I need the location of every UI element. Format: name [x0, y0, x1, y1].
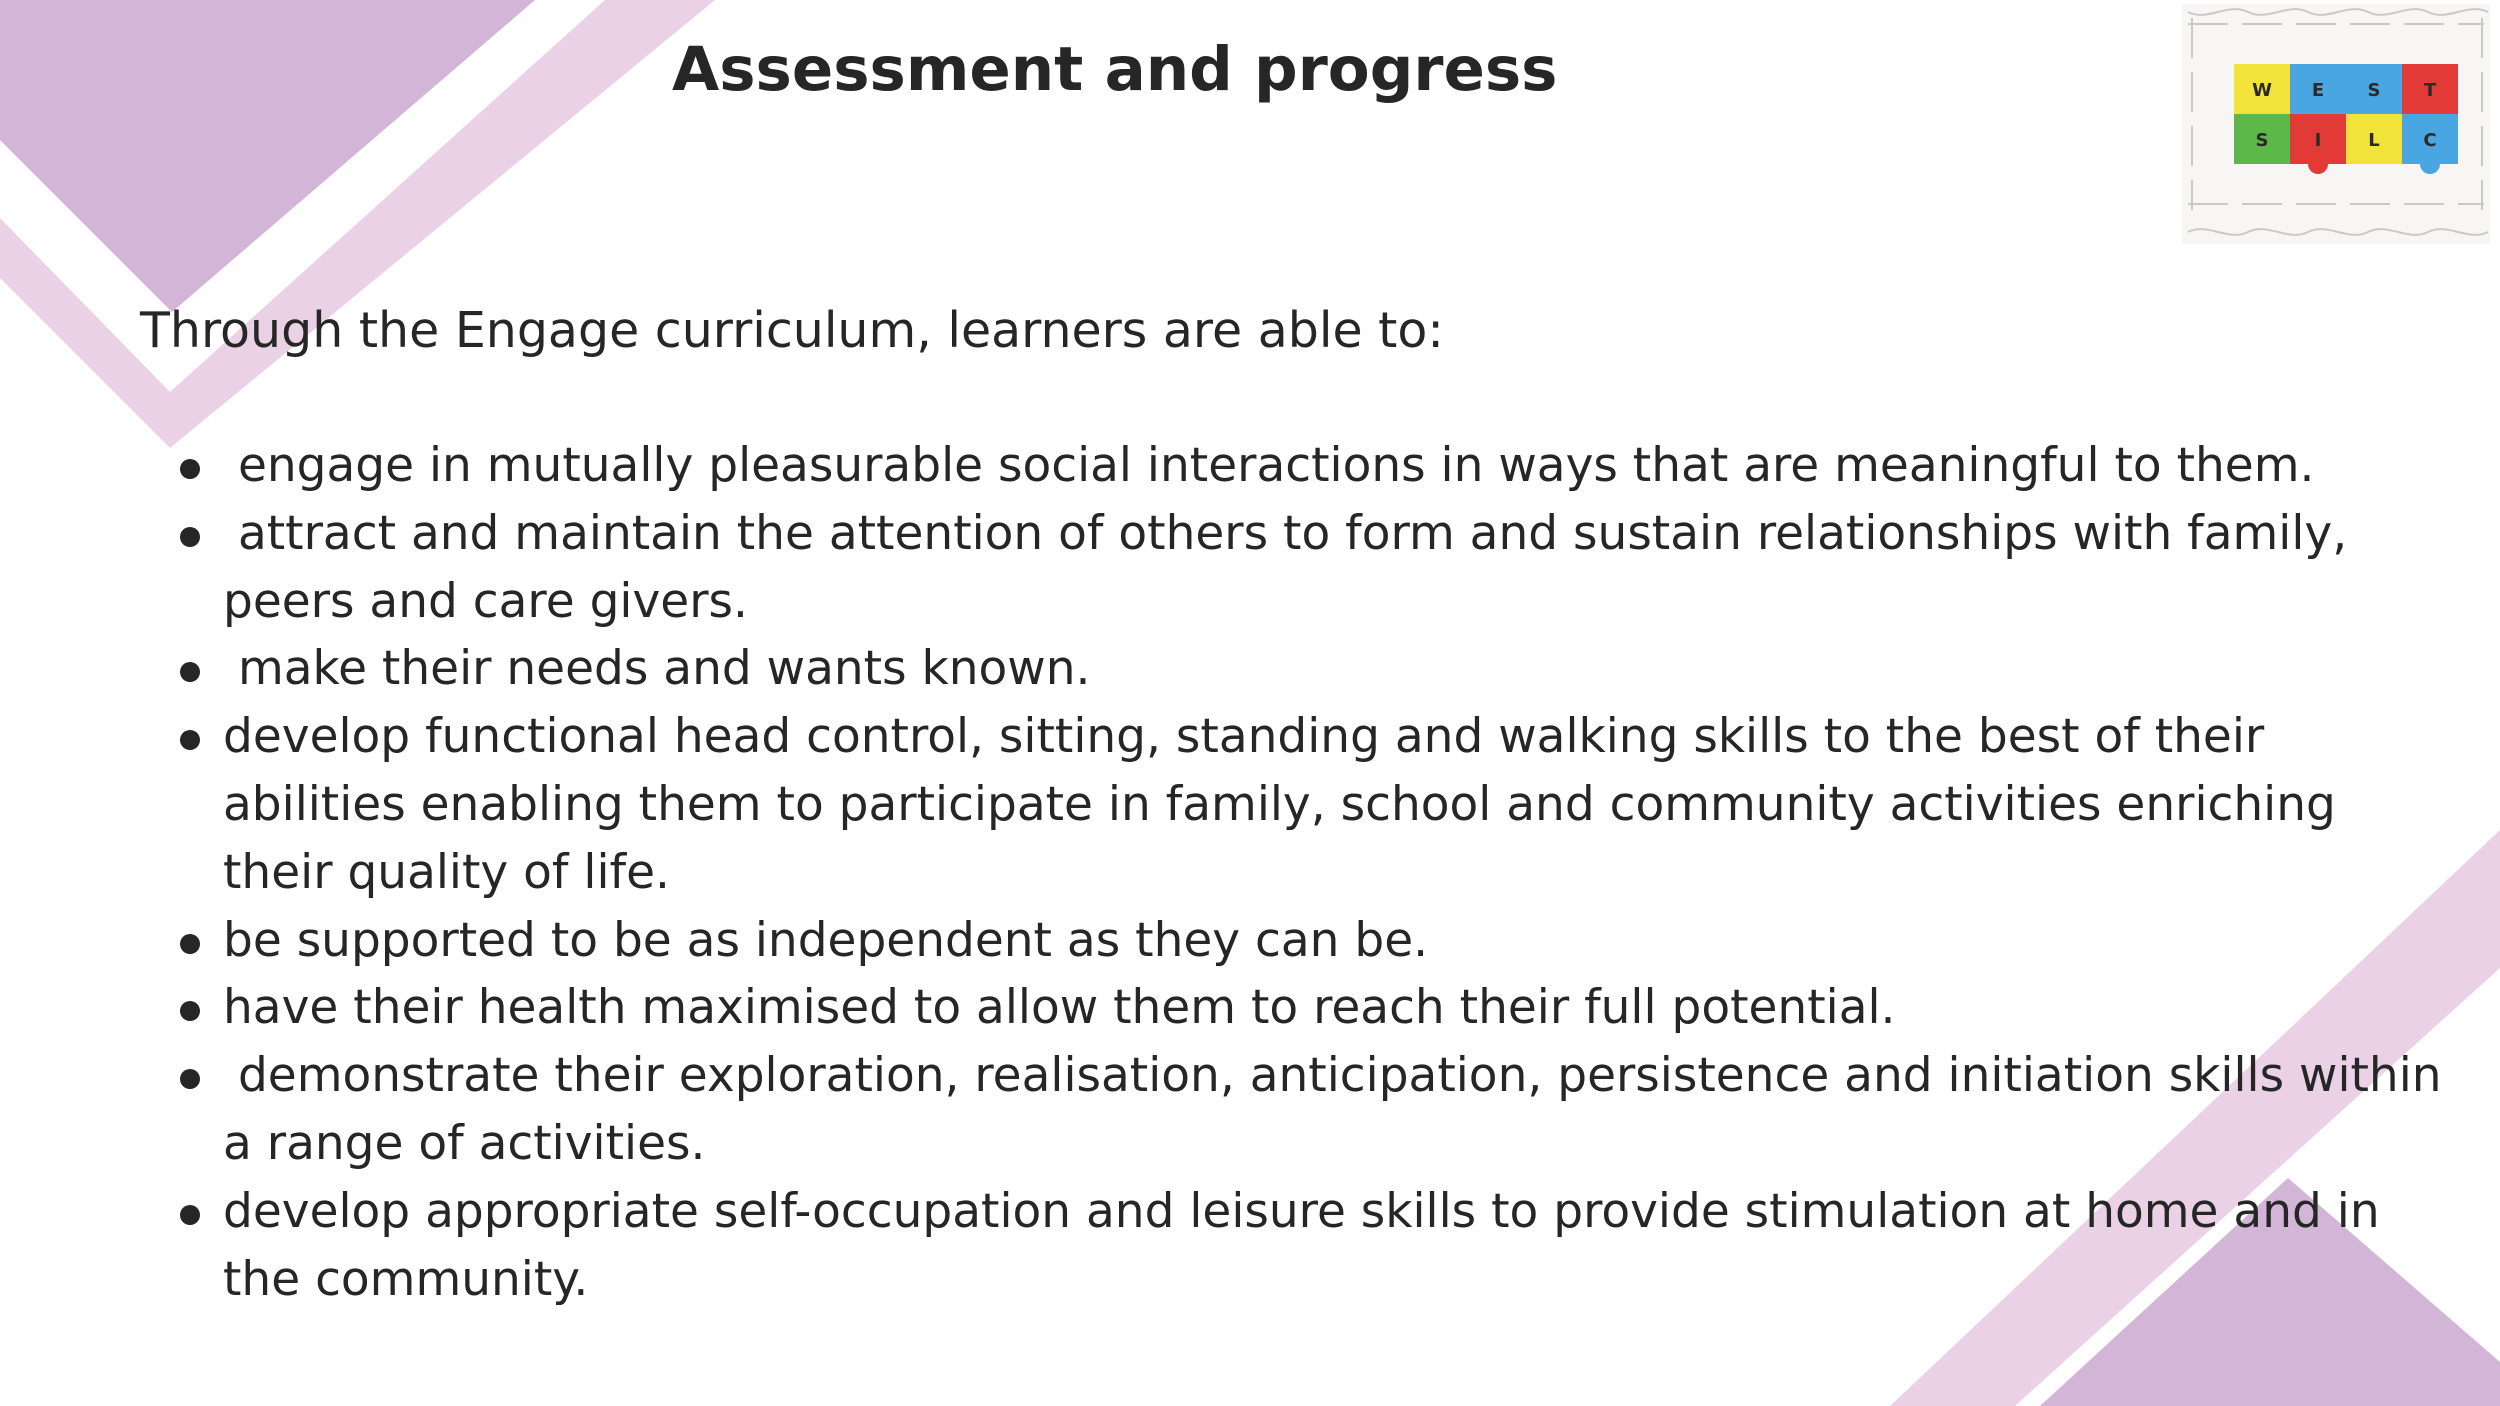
logo-letter: C — [2423, 130, 2437, 151]
list-item-text: be supported to be as independent as they can be. — [223, 912, 1429, 968]
puzzle-logo — [2182, 4, 2490, 244]
list-item — [0, 974, 2453, 1042]
intro-text: Through the Engage curriculum, learners are able to: — [140, 302, 1444, 359]
logo-letter: T — [2423, 80, 2437, 101]
bullet-icon — [180, 1069, 200, 1089]
logo-letter: I — [2314, 130, 2322, 151]
list-item — [0, 703, 2453, 906]
logo-puzzle-knob — [2308, 154, 2328, 174]
logo-puzzle-knob — [2420, 154, 2440, 174]
list-item-text: attract and maintain the attention of others to form and sustain relationships with family, peers and care givers. — [223, 505, 2363, 629]
logo-letter: S — [2255, 130, 2269, 151]
logo-letter: L — [2368, 130, 2380, 151]
bullet-icon — [180, 459, 200, 479]
bullet-icon — [180, 1205, 200, 1225]
list-item — [0, 500, 2453, 636]
list-item-text: develop functional head control, sitting, standing and walking skills to the best of their abilities enabling them to participate in family, school and community activities enriching their quality of life. — [223, 709, 2351, 900]
bullet-icon — [180, 934, 200, 954]
list-item — [0, 1042, 2457, 1178]
logo-letter: W — [2252, 80, 2272, 101]
list-item-text: engage in mutually pleasurable social interactions in ways that are meaningful to them. — [223, 438, 2315, 493]
bullet-list — [0, 432, 2500, 1313]
bullet-icon — [180, 1001, 200, 1021]
bullet-icon — [180, 730, 200, 750]
logo-letter: S — [2367, 80, 2381, 101]
list-item-text: develop appropriate self-occupation and leisure skills to provide stimulation at home and in the community. — [223, 1183, 2395, 1307]
list-item-text: make their needs and wants known. — [223, 641, 1091, 697]
list-item-text: have their health maximised to allow them to reach their full potential. — [223, 980, 1896, 1036]
slide-title: Assessment and progress — [672, 34, 1558, 105]
list-item-text: demonstrate their exploration, realisation, anticipation, persistence and initiation skills within a range of activities. — [223, 1048, 2457, 1171]
logo-letter: E — [2311, 80, 2325, 101]
bullet-icon — [180, 662, 200, 682]
logo-piece-grid — [2234, 64, 2458, 174]
list-item — [0, 907, 2453, 975]
bullet-icon — [180, 527, 200, 547]
list-item — [0, 1178, 2453, 1314]
list-item — [0, 432, 2453, 500]
list-item — [0, 635, 2453, 703]
